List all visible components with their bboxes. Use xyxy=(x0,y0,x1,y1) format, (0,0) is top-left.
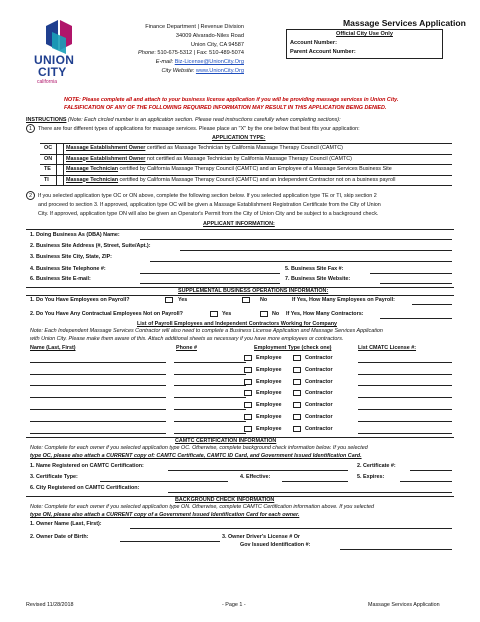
contractor-type-label: Contractor xyxy=(305,425,333,432)
section-2-instruction-a: If you selected application type OC or ON above, complete the following section below. If you selected application type TE or TI, skip section 2 xyxy=(38,193,377,199)
app-type-description: Massage Establishment Owner not certified as Massage Technician by California Massage Therapy Council (CAMTC) xyxy=(66,155,352,162)
owner-dob-field[interactable] xyxy=(120,541,220,542)
contractor-type-label: Contractor xyxy=(305,366,333,373)
contractor-type-label: Contractor xyxy=(305,414,333,420)
owner-license-label-b: Gov Issued Identification #: xyxy=(240,542,311,548)
employee-phone-field[interactable] xyxy=(174,421,246,422)
owner-license-field[interactable] xyxy=(340,549,452,550)
employee-license-field[interactable] xyxy=(358,397,452,398)
email-line: E-mail: Biz-License@UnionCity.Org xyxy=(155,59,244,66)
department-contact-block xyxy=(100,23,244,76)
business-address-label: 2. Business Site Address (#, Street, Suite/Apt.): xyxy=(30,243,151,249)
payroll-no-checkbox[interactable] xyxy=(242,297,250,303)
app-type-mark-field[interactable] xyxy=(56,155,64,165)
payroll-count-field[interactable] xyxy=(412,304,452,305)
employee-license-field[interactable] xyxy=(358,362,452,363)
employee-type-checkbox[interactable] xyxy=(244,426,252,432)
effective-label: 4. Effective: xyxy=(240,474,271,480)
contractor-type-label: Contractor xyxy=(305,378,333,385)
form-title: Massage Services Application xyxy=(343,18,466,28)
section-1-instruction: There are four different types of applications for massage services. Please place an "X" by the one below that best fits your application: xyxy=(38,126,360,132)
union-city-logo xyxy=(34,20,84,92)
section-2-instruction-b: and proceed to section 3. If approved, application type OC will be given a Massage Establishment Registration Certificate from the City of Union xyxy=(38,202,381,208)
official-use-label: Official City Use Only xyxy=(336,31,393,37)
employee-name-field[interactable] xyxy=(30,433,166,434)
contractor-type-label: Contractor xyxy=(305,355,333,361)
payroll-yes-label: Yes xyxy=(178,297,188,303)
payroll-yes-checkbox[interactable] xyxy=(165,297,173,303)
business-fax-label: 5. Business Site Fax #: xyxy=(285,266,344,272)
owner-dob-label: 2. Owner Date of Birth: xyxy=(30,534,89,540)
business-telephone-field[interactable] xyxy=(140,273,280,274)
camtc-name-label: 1. Name Registered on CAMTC Certification: xyxy=(30,463,144,469)
notice-line-2: FALSIFICATION OF ANY OF THE FOLLOWING REQUIRED INFORMATION MAY RESULT IN THIS APPLICATION BEING DENIED. xyxy=(64,105,387,111)
contractors-no-label: No xyxy=(272,311,280,317)
employee-phone-field[interactable] xyxy=(174,409,246,410)
effective-field[interactable] xyxy=(282,481,348,482)
contractor-type-checkbox[interactable] xyxy=(293,414,301,420)
certificate-type-field[interactable] xyxy=(100,481,228,482)
camtc-note-1: Note: Complete for each owner if you selected application type OC. Otherwise, complete background check information below. If you selected xyxy=(30,445,368,451)
employee-list-note-2: with Union City. Please make them aware of this. Attach additional sheets as necessary if you have more employees or contractors. xyxy=(30,336,344,342)
employee-name-field[interactable] xyxy=(30,362,166,363)
dba-name-label: 1. Doing Business As (DBA) Name: xyxy=(30,232,120,238)
address-line-2: Union City, CA 94587 xyxy=(190,41,244,48)
col-license-header: List CMATC License #: xyxy=(358,345,417,351)
employee-name-field[interactable] xyxy=(30,374,166,375)
contractor-type-label: Contractor xyxy=(305,402,333,409)
employee-license-field[interactable] xyxy=(358,409,452,410)
contractors-yes-label: Yes xyxy=(222,311,232,317)
app-type-code: OC xyxy=(44,145,53,151)
contractor-type-checkbox[interactable] xyxy=(293,367,301,373)
employee-type-checkbox[interactable] xyxy=(244,379,252,385)
col-employment-type-header: Employment Type (check one) xyxy=(254,345,332,351)
contractors-no-checkbox[interactable] xyxy=(260,311,268,317)
business-website-label: 7. Business Site Website: xyxy=(285,276,351,282)
app-type-code: TE xyxy=(44,166,51,172)
employee-type-checkbox[interactable] xyxy=(244,414,252,420)
business-website-field[interactable] xyxy=(380,283,452,284)
employee-type-checkbox[interactable] xyxy=(244,355,252,361)
website-line: City Website: www.UnionCity.Org xyxy=(161,67,244,74)
employee-list-note-1: Note: Each Independent Massage Services Contractor will also need to complete a Business License Application and Massage Services Application xyxy=(30,328,383,334)
employee-type-checkbox[interactable] xyxy=(244,367,252,373)
employee-name-field[interactable] xyxy=(30,409,166,410)
owner-name-field[interactable] xyxy=(130,528,452,529)
account-number-label: Account Number: xyxy=(290,40,337,46)
employee-phone-field[interactable] xyxy=(174,362,246,363)
employee-license-field[interactable] xyxy=(358,421,452,422)
employee-type-label: Employee xyxy=(256,355,282,361)
business-email-field[interactable] xyxy=(140,283,280,284)
app-type-description: Massage Technician certified by California Massage Therapy Council (CAMTC) and an Employee of a Massage Services Business Site xyxy=(66,166,392,172)
business-telephone-label: 4. Business Site Telephone #: xyxy=(30,266,106,272)
employee-type-label: Employee xyxy=(256,414,282,420)
app-type-mark-field[interactable] xyxy=(56,176,64,186)
employee-type-label: Employee xyxy=(256,390,282,397)
application-type-heading: APPLICATION TYPE: xyxy=(212,135,266,141)
certificate-number-label: 2. Certificate #: xyxy=(357,463,396,469)
employee-type-label: Employee xyxy=(256,402,282,409)
col-name-header: Name (Last, First) xyxy=(30,345,76,351)
expires-label: 5. Expires: xyxy=(357,474,385,480)
contractor-type-checkbox[interactable] xyxy=(293,426,301,432)
contractors-count-label: If Yes, How Many Contractors: xyxy=(286,311,364,317)
camtc-heading: CAMTC CERTIFICATION INFORMATION xyxy=(175,438,277,444)
employee-type-label: Employee xyxy=(256,366,282,373)
department-name: Finance Department | Revenue Division xyxy=(145,24,244,30)
contractor-type-label: Contractor xyxy=(305,390,333,397)
contractor-type-checkbox[interactable] xyxy=(293,355,301,361)
logo-emblem-icon xyxy=(42,20,76,54)
owner-license-label-a: 3. Owner Driver's License # Or xyxy=(222,534,300,540)
section-1-marker: 1 xyxy=(26,124,35,133)
footer-title: Massage Services Application xyxy=(368,602,440,608)
applicant-info-heading: APPLICANT INFORMATION: xyxy=(203,221,275,227)
logo-text-city: CITY xyxy=(38,65,67,79)
supplemental-heading: SUPPLEMENTAL BUSINESS OPERATIONS INFORMATION: xyxy=(178,288,329,294)
employee-type-checkbox[interactable] xyxy=(244,390,252,396)
employee-phone-field[interactable] xyxy=(174,385,246,386)
employee-license-field[interactable] xyxy=(358,385,452,386)
notice-line-1: NOTE: Please complete all and attach to your business license application if you will be providing massage services in Union City. xyxy=(64,97,399,103)
camtc-city-label: 6. City Registered on CAMTC Certification: xyxy=(30,485,140,491)
contractor-type-checkbox[interactable] xyxy=(293,390,301,396)
expires-field[interactable] xyxy=(400,481,452,482)
app-type-description: Massage Establishment Owner certified as Massage Technician by California Massage Therapy Council (CAMTC) xyxy=(66,145,343,151)
parent-account-number-label: Parent Account Number: xyxy=(290,49,356,55)
contractor-type-checkbox[interactable] xyxy=(293,402,301,408)
contractors-yes-checkbox[interactable] xyxy=(210,311,218,317)
section-2-marker: 2 xyxy=(26,191,35,200)
certificate-type-label: 3. Certificate Type: xyxy=(30,474,78,480)
instructions-line: INSTRUCTIONS (Note: Each circled number is an application section. Please read instructions carefully when completing sections): xyxy=(26,117,341,123)
app-type-code: TI xyxy=(44,176,49,183)
app-type-description: Massage Technician certified by California Massage Therapy Council (CAMTC) and an Independent Contractor not on a business payroll xyxy=(66,176,396,183)
email-link[interactable]: Biz-License@UnionCity.Org xyxy=(174,59,244,66)
logo-text-california: california xyxy=(37,79,58,85)
payroll-employees-question: 1. Do You Have Employees on Payroll? xyxy=(30,297,130,303)
employee-name-field[interactable] xyxy=(30,385,166,386)
background-heading: BACKGROUND CHECK INFORMATION xyxy=(175,497,275,503)
business-city-label: 3. Business Site City, State, ZIP: xyxy=(30,254,112,260)
employee-phone-field[interactable] xyxy=(174,374,246,375)
official-use-box xyxy=(286,29,443,59)
business-fax-field[interactable] xyxy=(370,273,452,274)
app-type-mark-field[interactable] xyxy=(56,144,64,154)
camtc-name-field[interactable] xyxy=(168,470,348,471)
payroll-count-label: If Yes, How Many Employees on Payroll: xyxy=(292,297,395,303)
background-note-1: Note: Complete for each owner if you selected application type ON. Otherwise, complete CAMTC Certification information above. If you selected xyxy=(30,504,374,510)
employee-type-label: Employee xyxy=(256,425,282,432)
business-city-field[interactable] xyxy=(150,261,452,262)
contractors-count-field[interactable] xyxy=(380,318,452,319)
business-address-field[interactable] xyxy=(180,250,452,251)
background-note-2: type ON, please also attach a CURRENT copy of a Government Issued Identification Card for each owner. xyxy=(30,512,300,518)
footer-revised: Revised 11/28/2018 xyxy=(26,602,74,608)
employee-list-heading: List of Payroll Employees and Independent Contractors Working for Company xyxy=(137,321,337,327)
dba-name-field[interactable] xyxy=(140,239,452,240)
footer-page-number: - Page 1 - xyxy=(222,602,246,608)
employee-phone-field[interactable] xyxy=(174,433,246,434)
employee-name-field[interactable] xyxy=(30,421,166,422)
phone-fax-line: Phone: 510-675-5312 | Fax: 510-489-5074 xyxy=(138,50,244,57)
employee-license-field[interactable] xyxy=(358,374,452,375)
website-link[interactable]: www.UnionCity.Org xyxy=(195,67,244,74)
section-2-instruction-c: City. If approved, application type ON will also be given an Operator's Permit from the City of Union City and be subject to a background check. xyxy=(38,211,379,217)
app-type-code: ON xyxy=(44,155,53,162)
logo-text-union: UNION xyxy=(34,53,75,67)
employee-phone-field[interactable] xyxy=(174,397,246,398)
payroll-no-label: No xyxy=(260,297,268,303)
owner-name-label: 1. Owner Name (Last, First): xyxy=(30,521,102,527)
employee-type-label: Employee xyxy=(256,378,282,385)
employee-name-field[interactable] xyxy=(30,397,166,398)
employee-type-checkbox[interactable] xyxy=(244,402,252,408)
camtc-city-field[interactable] xyxy=(168,492,452,493)
contractor-type-checkbox[interactable] xyxy=(293,379,301,385)
address-line-1: 34009 Alvarado-Niles Road xyxy=(175,32,244,39)
col-phone-header: Phone # xyxy=(176,345,197,351)
contractors-question: 2. Do You Have Any Contractual Employees Not on Payroll? xyxy=(30,311,183,317)
business-email-label: 6. Business Site E-mail: xyxy=(30,276,91,282)
employee-license-field[interactable] xyxy=(358,433,452,434)
certificate-number-field[interactable] xyxy=(410,470,452,471)
camtc-note-2: type OC, please also attach a CURRENT copy of: CAMTC Certificate, CAMTC ID Card, and Government Issued Identification Card. xyxy=(30,453,362,459)
app-type-mark-field[interactable] xyxy=(56,165,64,175)
